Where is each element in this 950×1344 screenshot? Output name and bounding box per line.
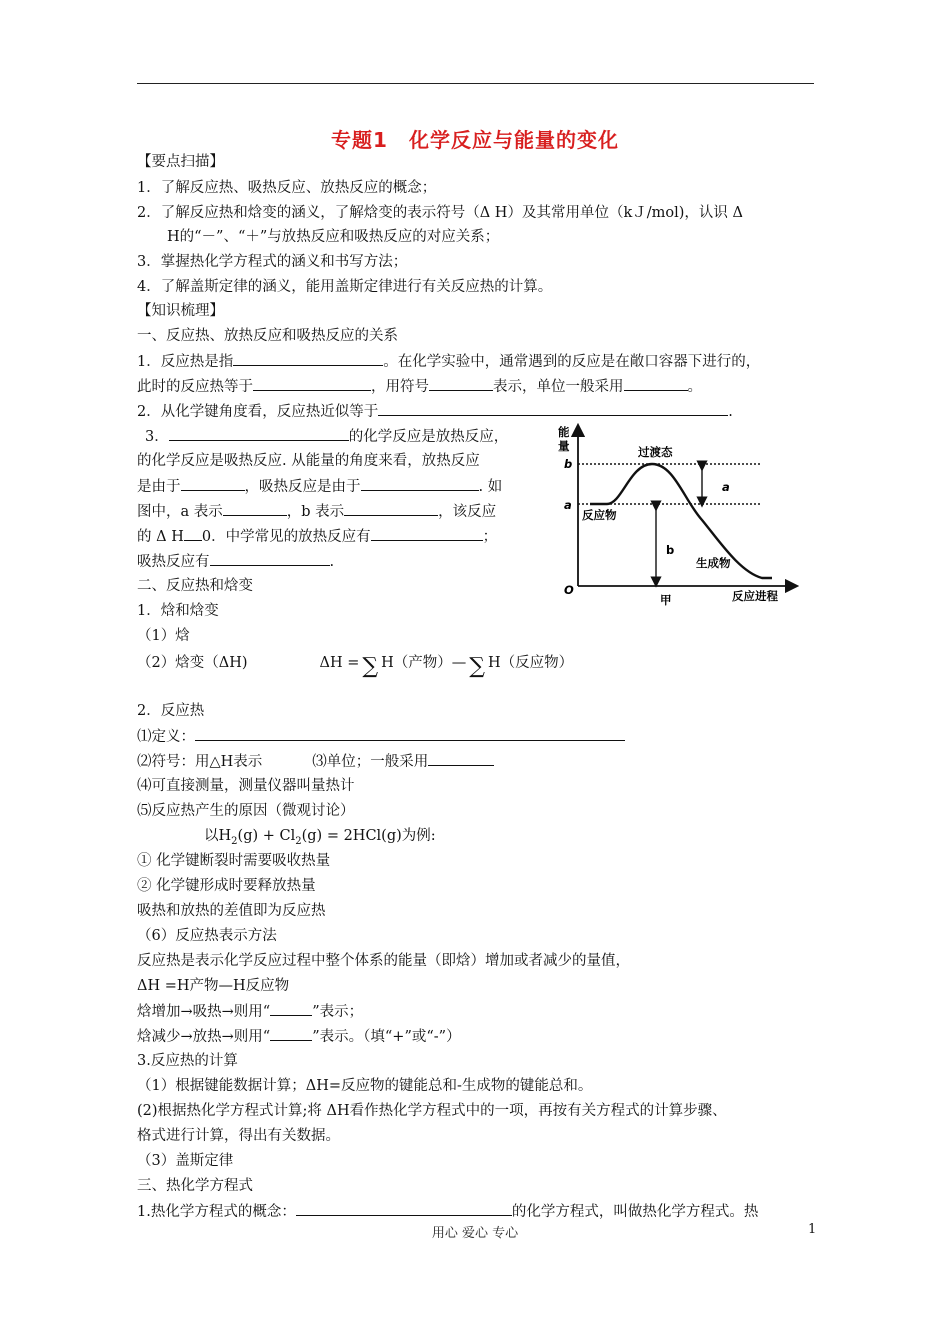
- fill-blank[interactable]: [270, 1001, 312, 1016]
- fill-blank[interactable]: [378, 401, 728, 416]
- y-axis-label-2: 量: [558, 439, 570, 453]
- representation-text: 反应热是表示化学反应过程中整个体系的能量（即焓）增加或者减少的量值，: [137, 953, 630, 969]
- q3-line1: 3． 的化学反应是放热反应，: [145, 426, 508, 447]
- tick-b: b: [564, 457, 573, 471]
- delta-h-formula: ΔH =H产物—H反应物: [137, 978, 290, 994]
- products-label: 生成物: [696, 556, 731, 570]
- page-number: 1: [808, 1222, 817, 1237]
- energy-curve: [590, 464, 772, 578]
- measure-line: ⑷可直接测量，测量仪器叫量热计: [137, 778, 355, 794]
- q3-line3: 是由于 ，吸热反应是由于 . 如: [137, 476, 502, 497]
- point-3: 3．掌握热化学方程式的涵义和书写方法；: [137, 254, 408, 270]
- transition-state-label: 过渡态: [638, 445, 673, 459]
- fill-blank[interactable]: [184, 526, 202, 541]
- header-rule: [137, 83, 814, 84]
- fill-blank[interactable]: [296, 1201, 512, 1216]
- thermo-equation-concept: 1.热化学方程式的概念： 的化学方程式，叫做热化学方程式。热: [137, 1201, 758, 1222]
- q1-line1: 1．反应热是指 。在化学实验中，通常遇到的反应是在敞口容器下进行的，: [137, 351, 760, 372]
- gap-b-label: b: [666, 543, 675, 557]
- point-1: 1．了解反应热、吸热反应、放热反应的概念；: [137, 180, 437, 196]
- fill-blank[interactable]: [371, 526, 483, 541]
- bond-breaking: ① 化学键断裂时需要吸收热量: [137, 853, 331, 869]
- item-reaction-heat: 2．反应热: [137, 703, 205, 719]
- calc-3: （3）盖斯定律: [137, 1153, 234, 1169]
- item-enthalpy-1: （1）焓: [137, 628, 190, 644]
- fill-blank[interactable]: [428, 751, 494, 766]
- point-4: 4．了解盖斯定律的涵义，能用盖斯定律进行有关反应热的计算。: [137, 279, 553, 295]
- q3-line2: 的化学反应是吸热反应. 从能量的角度来看，放热反应: [137, 453, 480, 469]
- q3-line4: 图中，a 表示 ，b 表示 ，该反应: [137, 501, 496, 522]
- fill-blank[interactable]: [195, 726, 625, 741]
- section-2-heading: 二、反应热和焓变: [137, 578, 253, 594]
- calc-1: （1）根据键能数据计算；ΔH=反应物的键能总和-生成物的键能总和。: [137, 1078, 593, 1094]
- diagram-caption: 甲: [660, 593, 672, 606]
- point-2-cont: H的“－”、“＋”与放热反应和吸热反应的对应关系；: [167, 229, 500, 245]
- calc-heading: 3.反应热的计算: [137, 1053, 238, 1069]
- fill-blank[interactable]: [169, 426, 349, 441]
- origin-label: O: [564, 583, 574, 597]
- calc-2-cont: 格式进行计算，得出有关数据。: [137, 1128, 340, 1144]
- increase-line: 焓增加→吸热→则用“ ”表示；: [137, 1001, 363, 1022]
- page-title: 专题1 化学反应与能量的变化: [331, 128, 619, 152]
- representation-heading: （6）反应热表示方法: [137, 928, 277, 944]
- example-equation: 以$H_2(g) + Cl_2(g) = 2HCl(g)$为例:: [204, 828, 436, 847]
- footer-text: 用心 爱心 专心: [431, 1226, 519, 1241]
- fill-blank[interactable]: [210, 551, 330, 566]
- energy-diagram: [552, 420, 800, 606]
- section-1-heading: 一、反应热、放热反应和吸热反应的关系: [137, 328, 398, 344]
- q2: 2．从化学键角度看，反应热近似等于 .: [137, 401, 733, 422]
- fill-blank[interactable]: [223, 501, 287, 516]
- fill-blank[interactable]: [181, 476, 245, 491]
- enthalpy-change-formula: （2）焓变（ΔH) ΔH = ∑ H（产物）— ∑ H（反应物）: [137, 654, 574, 679]
- fill-blank[interactable]: [270, 1026, 312, 1041]
- tick-a: a: [564, 498, 572, 512]
- item-enthalpy: 1．焓和焓变: [137, 603, 219, 619]
- bond-forming: ② 化学键形成时要释放热量: [137, 878, 316, 894]
- x-axis-label: 反应进程: [732, 589, 778, 603]
- fill-blank[interactable]: [624, 376, 688, 391]
- fill-blank[interactable]: [361, 476, 479, 491]
- y-axis-label-1: 能: [558, 425, 570, 439]
- q1-line2: 此时的反应热等于 ，用符号 表示，单位一般采用 。: [137, 376, 702, 397]
- heading-key-points: 【要点扫描】: [137, 154, 224, 170]
- q3-line6: 吸热反应有 .: [137, 551, 334, 572]
- fill-blank[interactable]: [429, 376, 493, 391]
- heading-knowledge: 【知识梳理】: [137, 303, 224, 319]
- fill-blank[interactable]: [253, 376, 371, 391]
- definition-line: ⑴定义：: [137, 726, 625, 747]
- cause-line: ⑸反应热产生的原因（微观讨论）: [137, 803, 355, 819]
- section-3-heading: 三、热化学方程式: [137, 1178, 253, 1194]
- decrease-line: 焓减少→放热→则用“ ”表示。（填“+”或“-”）: [137, 1026, 461, 1047]
- point-2: 2．了解反应热和焓变的涵义，了解焓变的表示符号（Δ H）及其常用单位（kＪ/mol)，认识 Δ: [137, 205, 743, 221]
- q3-line5: 的 Δ H 0．中学常见的放热反应有 ；: [137, 526, 497, 547]
- symbol-unit-line: ⑵符号：用△H表示 ⑶单位；一般采用: [137, 751, 494, 772]
- gap-a-label: a: [722, 480, 730, 494]
- calc-2: (2)根据热化学方程式计算;将 ΔH看作热化学方程式中的一项，再按有关方程式的计算步骤、: [137, 1103, 727, 1119]
- fill-blank[interactable]: [233, 351, 383, 366]
- difference-line: 吸热和放热的差值即为反应热: [137, 903, 326, 919]
- fill-blank[interactable]: [344, 501, 438, 516]
- reactants-label: 反应物: [582, 508, 617, 522]
